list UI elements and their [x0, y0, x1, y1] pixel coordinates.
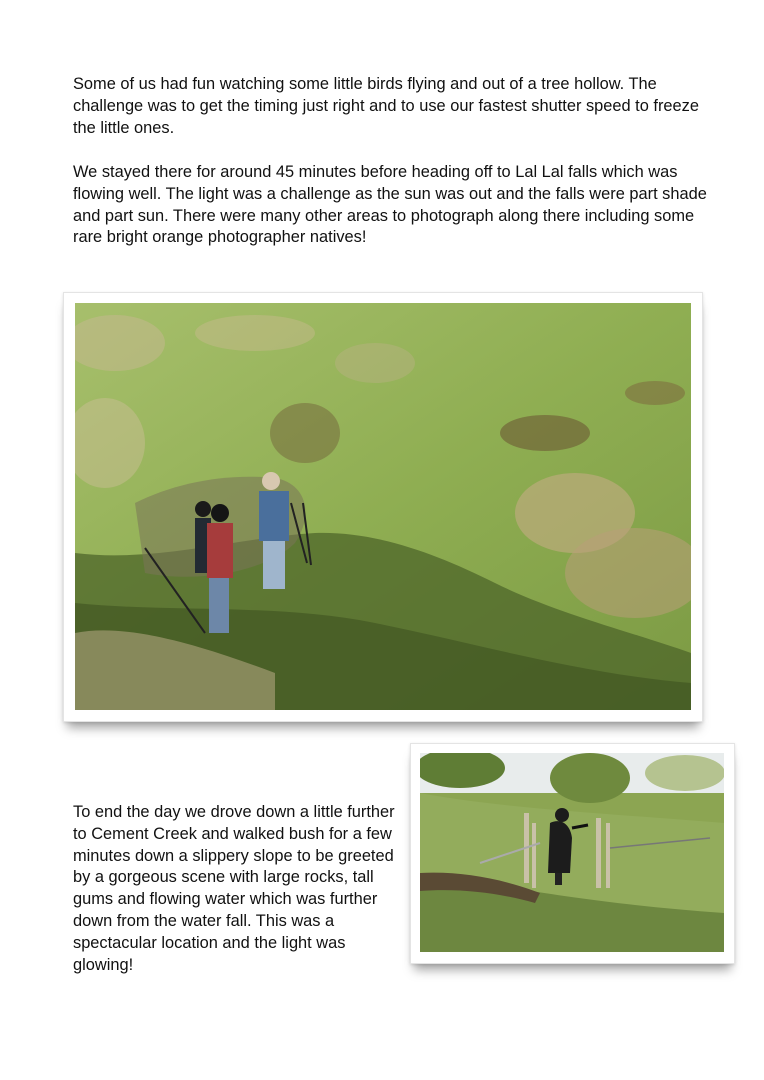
fence-image [420, 753, 724, 952]
photo-cement-creek-fence [410, 743, 735, 964]
paragraph-cement-creek: To end the day we drove down a little further to Cement Creek and walked bush for a few minutes down a slippery slope to be greeted by a gorgeous scene with large rocks, tall gums and flowing water which was further down from the water fall. This was a spectacular location and the light was glowing! [73, 803, 395, 974]
hillside-image [75, 303, 691, 710]
photo-hillside-photographers [63, 292, 703, 722]
paragraph-lal-lal-falls: We stayed there for around 45 minutes before heading off to Lal Lal falls which was flowing well. The light was a challenge as the sun was out and the falls were part shade and part sun. There were many other areas to photograph along there including some rare bright orange photographer natives! [73, 163, 707, 247]
paragraph-birds: Some of us had fun watching some little birds flying and out of a tree hollow. The challenge was to get the timing just right and to use our fastest shutter speed to freeze the little ones. [73, 75, 699, 137]
